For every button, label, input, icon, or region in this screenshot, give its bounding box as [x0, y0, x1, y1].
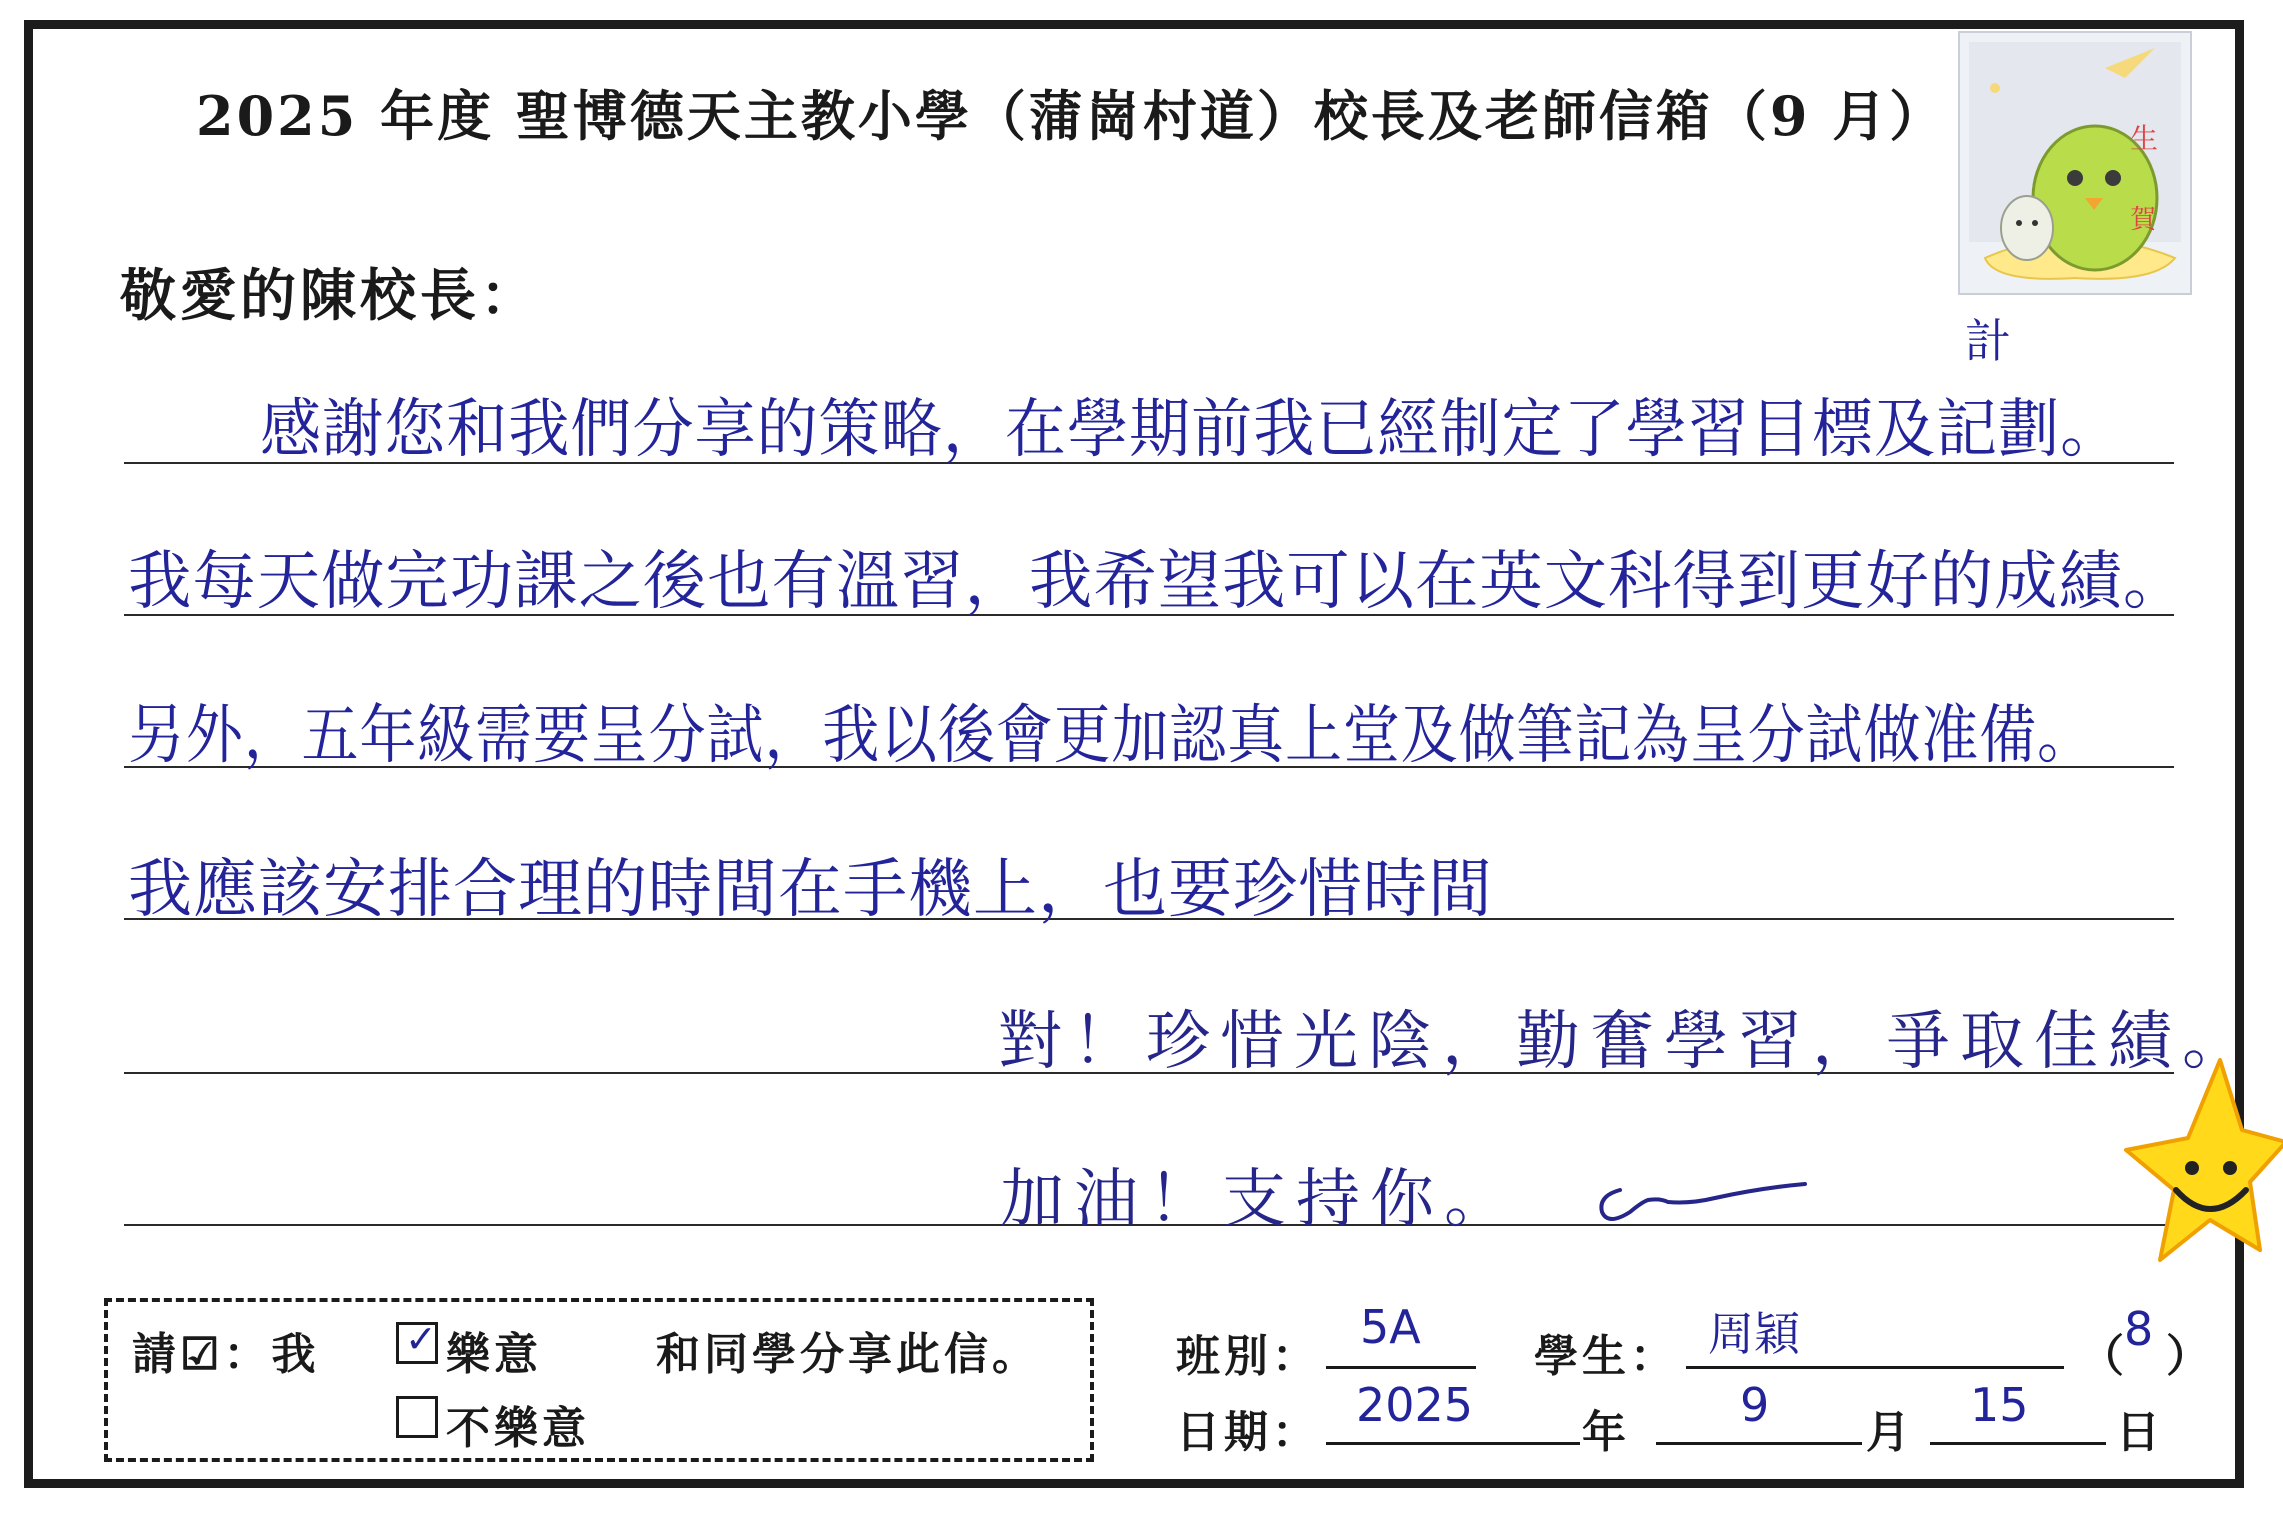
smiley-star-icon	[2110, 1050, 2283, 1295]
date-year-value: 2025	[1356, 1378, 1474, 1432]
student-label: 學生：	[1534, 1331, 1678, 1382]
teacher-reply-line-2: 加油！支持你。	[1000, 1163, 1518, 1237]
svg-text:生: 生	[2130, 122, 2159, 155]
year-underline	[1326, 1442, 1580, 1445]
month-unit: 月	[1866, 1407, 1914, 1458]
handwritten-line-2: 我每天做完功課之後也有溫習，我希望我可以在英文科得到更好的成績。	[128, 545, 2188, 619]
class-label: 班別：	[1176, 1331, 1320, 1382]
penguin-sticker-icon	[1955, 28, 2195, 298]
handwritten-line-1: 感謝您和我們分享的策略，在學期前我已經制定了學習目標及記劃。	[260, 393, 2123, 467]
day-underline	[1930, 1442, 2106, 1445]
consent-suffix: 和同學分享此信。	[656, 1329, 1040, 1380]
number-value: 8	[2124, 1302, 2154, 1356]
handwritten-line-3: 另外，五年級需要呈分試，我以後會更加認真上堂及做筆記為呈分試做准備。	[128, 699, 2095, 773]
salutation: 敬愛的陳校長：	[120, 263, 540, 329]
year-unit: 年	[1582, 1407, 1630, 1458]
consent-prefix: 請☑：我	[132, 1329, 320, 1380]
number-close: ）	[2166, 1331, 2214, 1382]
student-underline	[1686, 1366, 2064, 1369]
student-name-value: 周穎	[1708, 1307, 1800, 1361]
handwritten-line-4: 我應該安排合理的時間在手機上，也要珍惜時間	[128, 853, 1493, 927]
class-underline	[1326, 1366, 1476, 1369]
disagree-label: 不樂意	[446, 1403, 590, 1454]
month-underline	[1656, 1442, 1862, 1445]
agree-checkbox[interactable]	[396, 1317, 438, 1364]
disagree-checkbox[interactable]	[396, 1396, 438, 1438]
teacher-reply-line-1: 對！珍惜光陰，勤奮學習，爭取佳績。	[998, 1005, 2256, 1079]
date-month-value: 9	[1740, 1378, 1770, 1432]
check-mark-icon: ✓	[405, 1317, 437, 1361]
teacher-signature-icon	[1590, 1150, 1820, 1230]
class-value: 5A	[1360, 1300, 1421, 1354]
number-open: （	[2080, 1331, 2128, 1382]
day-unit: 日	[2116, 1407, 2164, 1458]
page-title: 2025 年度 聖博德天主教小學（蒲崗村道）校長及老師信箱（9 月）	[196, 84, 1947, 148]
date-label: 日期：	[1176, 1407, 1320, 1458]
agree-label: 樂意	[446, 1329, 542, 1380]
svg-text:賀: 賀	[2130, 205, 2157, 235]
handwritten-insertion: 計	[1965, 314, 2011, 368]
date-day-value: 15	[1970, 1378, 2029, 1432]
